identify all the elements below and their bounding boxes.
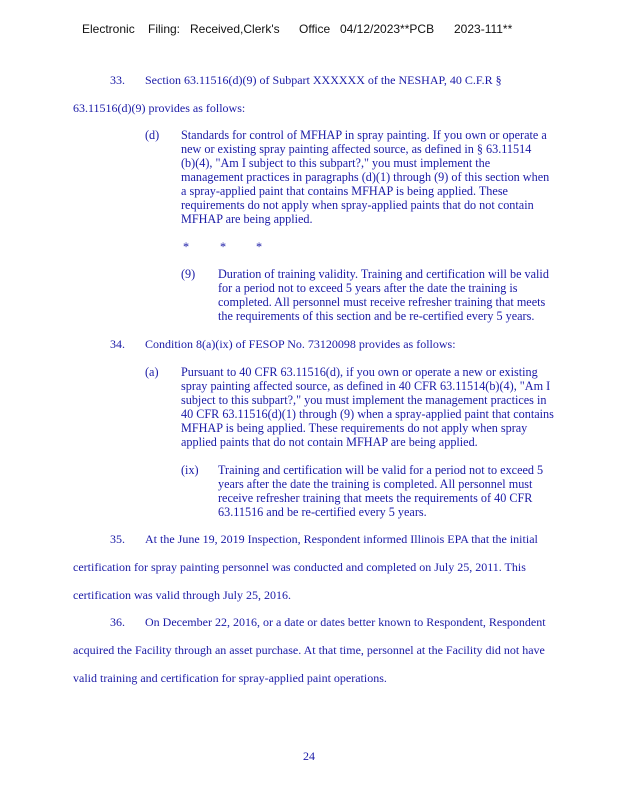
para-35-line-1: At the June 19, 2019 Inspection, Respondent informed Illinois EPA that the initial <box>145 532 538 546</box>
header-filing: Filing: <box>148 22 181 36</box>
header-office: Office <box>299 22 331 36</box>
para-33-number: 33. <box>110 73 125 87</box>
item-ix-line: 63.11516 and be re-certified every 5 years. <box>218 505 427 519</box>
item-ix-line: years after the date the training is completed. All personnel must <box>218 477 533 491</box>
omission-asterisk: * <box>183 240 190 254</box>
item-a-line: applied paints that do not contain MFHAP are being applied. <box>181 435 478 449</box>
para-33-line-1: Section 63.11516(d)(9) of Subpart XXXXXX of the NESHAP, 40 C.F.R § <box>145 73 502 87</box>
item-9-label: (9) <box>181 267 196 281</box>
item-a-line: Pursuant to 40 CFR 63.11516(d), if you own or operate a new or existing <box>181 365 538 379</box>
header-received: Received,Clerk's <box>190 22 280 36</box>
item-9-line: the requirements of this section and be re-certified every 5 years. <box>218 309 535 323</box>
item-d-line: (b)(4), "Am I subject to this subpart?," you must implement the <box>181 156 491 170</box>
item-d-line: a spray-applied paint that contains MFHAP is being applied. These <box>181 184 508 198</box>
para-35-line-2: certification for spray painting personnel was conducted and completed on July 25, 2011. This <box>73 560 526 574</box>
item-ix-label: (ix) <box>181 463 199 477</box>
omission-asterisk: * <box>256 240 263 254</box>
filing-header <box>0 22 618 36</box>
header-electronic: Electronic <box>82 22 135 36</box>
para-36-line-3: valid training and certification for spray-applied paint operations. <box>73 671 387 685</box>
item-d-line: new or existing spray painting affected source, as defined in § 63.11514 <box>181 142 532 156</box>
item-a-label: (a) <box>145 365 159 379</box>
item-a-line: subject to this subpart?," you must implement the management practices in <box>181 393 547 407</box>
item-ix-line: Training and certification will be valid for a period not to exceed 5 <box>218 463 544 477</box>
item-d-line: management practices in paragraphs (d)(1) through (9) of this section when <box>181 170 550 184</box>
para-33-line-2: 63.11516(d)(9) provides as follows: <box>73 101 246 115</box>
item-d-line: Standards for control of MFHAP in spray painting. If you own or operate a <box>181 128 547 142</box>
item-ix-line: receive refresher training that meets the requirements of 40 CFR <box>218 491 533 505</box>
item-9-line: completed. All personnel must receive refresher training that meets <box>218 295 546 309</box>
item-d-label: (d) <box>145 128 160 142</box>
item-d-line: requirements do not apply when spray-applied paints that do not contain <box>181 198 534 212</box>
page-number: 24 <box>303 749 315 763</box>
para-35-number: 35. <box>110 532 125 546</box>
para-36-number: 36. <box>110 615 125 629</box>
header-date: 04/12/2023**PCB <box>340 22 435 36</box>
para-35-line-3: certification was valid through July 25, 2016. <box>73 588 291 602</box>
omission-asterisk: * <box>220 240 227 254</box>
item-a-line: spray painting affected source, as defined in 40 CFR 63.11514(b)(4), "Am I <box>181 379 551 393</box>
item-d-line: MFHAP are being applied. <box>181 212 313 226</box>
header-case: 2023-111** <box>454 22 513 36</box>
item-9-line: for a period not to exceed 5 years after the date the training is <box>218 281 518 295</box>
item-9-line: Duration of training validity. Training and certification will be valid <box>218 267 549 281</box>
item-a-line: 40 CFR 63.11516(d)(1) through (9) when a spray-applied paint that contains <box>181 407 554 421</box>
para-36-line-1: On December 22, 2016, or a date or dates better known to Respondent, Respondent <box>145 615 546 629</box>
item-a-line: MFHAP is being applied. These requirements do not apply when spray <box>181 421 528 435</box>
para-34-number: 34. <box>110 337 125 351</box>
para-36-line-2: acquired the Facility through an asset purchase. At that time, personnel at the Facility did not have <box>73 643 545 657</box>
para-34-line-1: Condition 8(a)(ix) of FESOP No. 73120098 provides as follows: <box>145 337 456 351</box>
